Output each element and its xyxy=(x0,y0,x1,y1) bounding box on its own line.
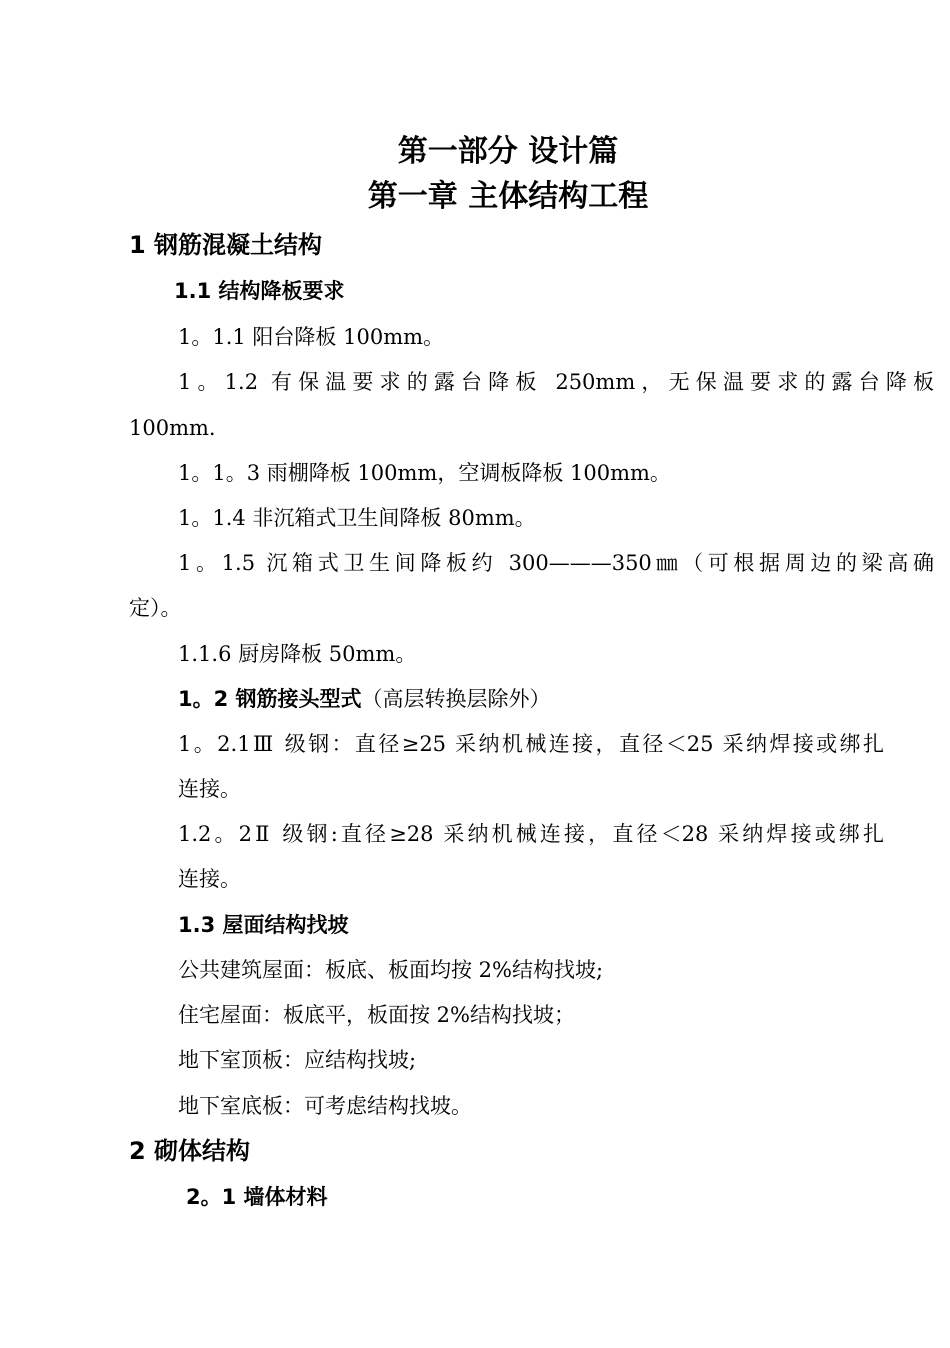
paragraph-1-2-2: 1.2。2Ⅱ 级钢:直径≥28 采纳机械连接，直径＜28 采纳焊接或绑扎 xyxy=(178,822,884,846)
paragraph-1-1-5-cont: 定）。 xyxy=(129,596,182,620)
paragraph-1-3-3: 地下室顶板：应结构找坡; xyxy=(178,1048,417,1072)
paragraph-1-1-6: 1.1.6 厨房降板 50mm。 xyxy=(178,642,417,666)
subsection-heading-1-2-note: （高层转换层除外） xyxy=(361,687,551,711)
paragraph-1-1-3: 1。1。3 雨棚降板 100mm，空调板降板 100mm。 xyxy=(178,461,671,485)
paragraph-1-3-2: 住宅屋面：板底平，板面按 2%结构找坡； xyxy=(178,1003,575,1027)
section-heading-1: 1 钢筋混凝土结构 xyxy=(129,231,323,259)
subsection-heading-1-2 xyxy=(178,689,551,710)
chapter-title: 第一章 主体结构工程 xyxy=(367,179,649,214)
paragraph-1-1-4: 1。1.4 非沉箱式卫生间降板 80mm。 xyxy=(178,506,536,530)
section-heading-2: 2 砌体结构 xyxy=(129,1137,251,1165)
paragraph-1-2-1-cont: 连接。 xyxy=(178,777,241,801)
paragraph-1-1-1: 1。1.1 阳台降板 100mm。 xyxy=(178,325,445,349)
paragraph-1-2-2-cont: 连接。 xyxy=(178,867,241,891)
paragraph-1-1-2: 1。1.2 有保温要求的露台降板 250mm，无保温要求的露台降板 xyxy=(178,370,934,394)
subsection-heading-1-3: 1.3 屋面结构找坡 xyxy=(178,913,349,937)
paragraph-1-2-1: 1。2.1Ⅲ 级钢：直径≥25 采纳机械连接，直径＜25 采纳焊接或绑扎 xyxy=(178,732,884,756)
subsection-heading-1-1: 1.1 结构降板要求 xyxy=(174,279,345,303)
paragraph-1-1-2-cont: 100mm. xyxy=(129,416,216,440)
paragraph-1-3-1: 公共建筑屋面：板底、板面均按 2%结构找坡; xyxy=(178,958,604,982)
part-title: 第一部分 设计篇 xyxy=(397,134,619,169)
paragraph-1-1-5: 1。1.5 沉箱式卫生间降板约 300———350㎜（可根据周边的梁高确 xyxy=(178,551,934,575)
subsection-heading-1-2-text: 1。2 钢筋接头型式 xyxy=(178,687,362,711)
paragraph-1-3-4: 地下室底板：可考虑结构找坡。 xyxy=(178,1094,472,1118)
subsection-heading-2-1: 2。1 墙体材料 xyxy=(186,1185,328,1209)
